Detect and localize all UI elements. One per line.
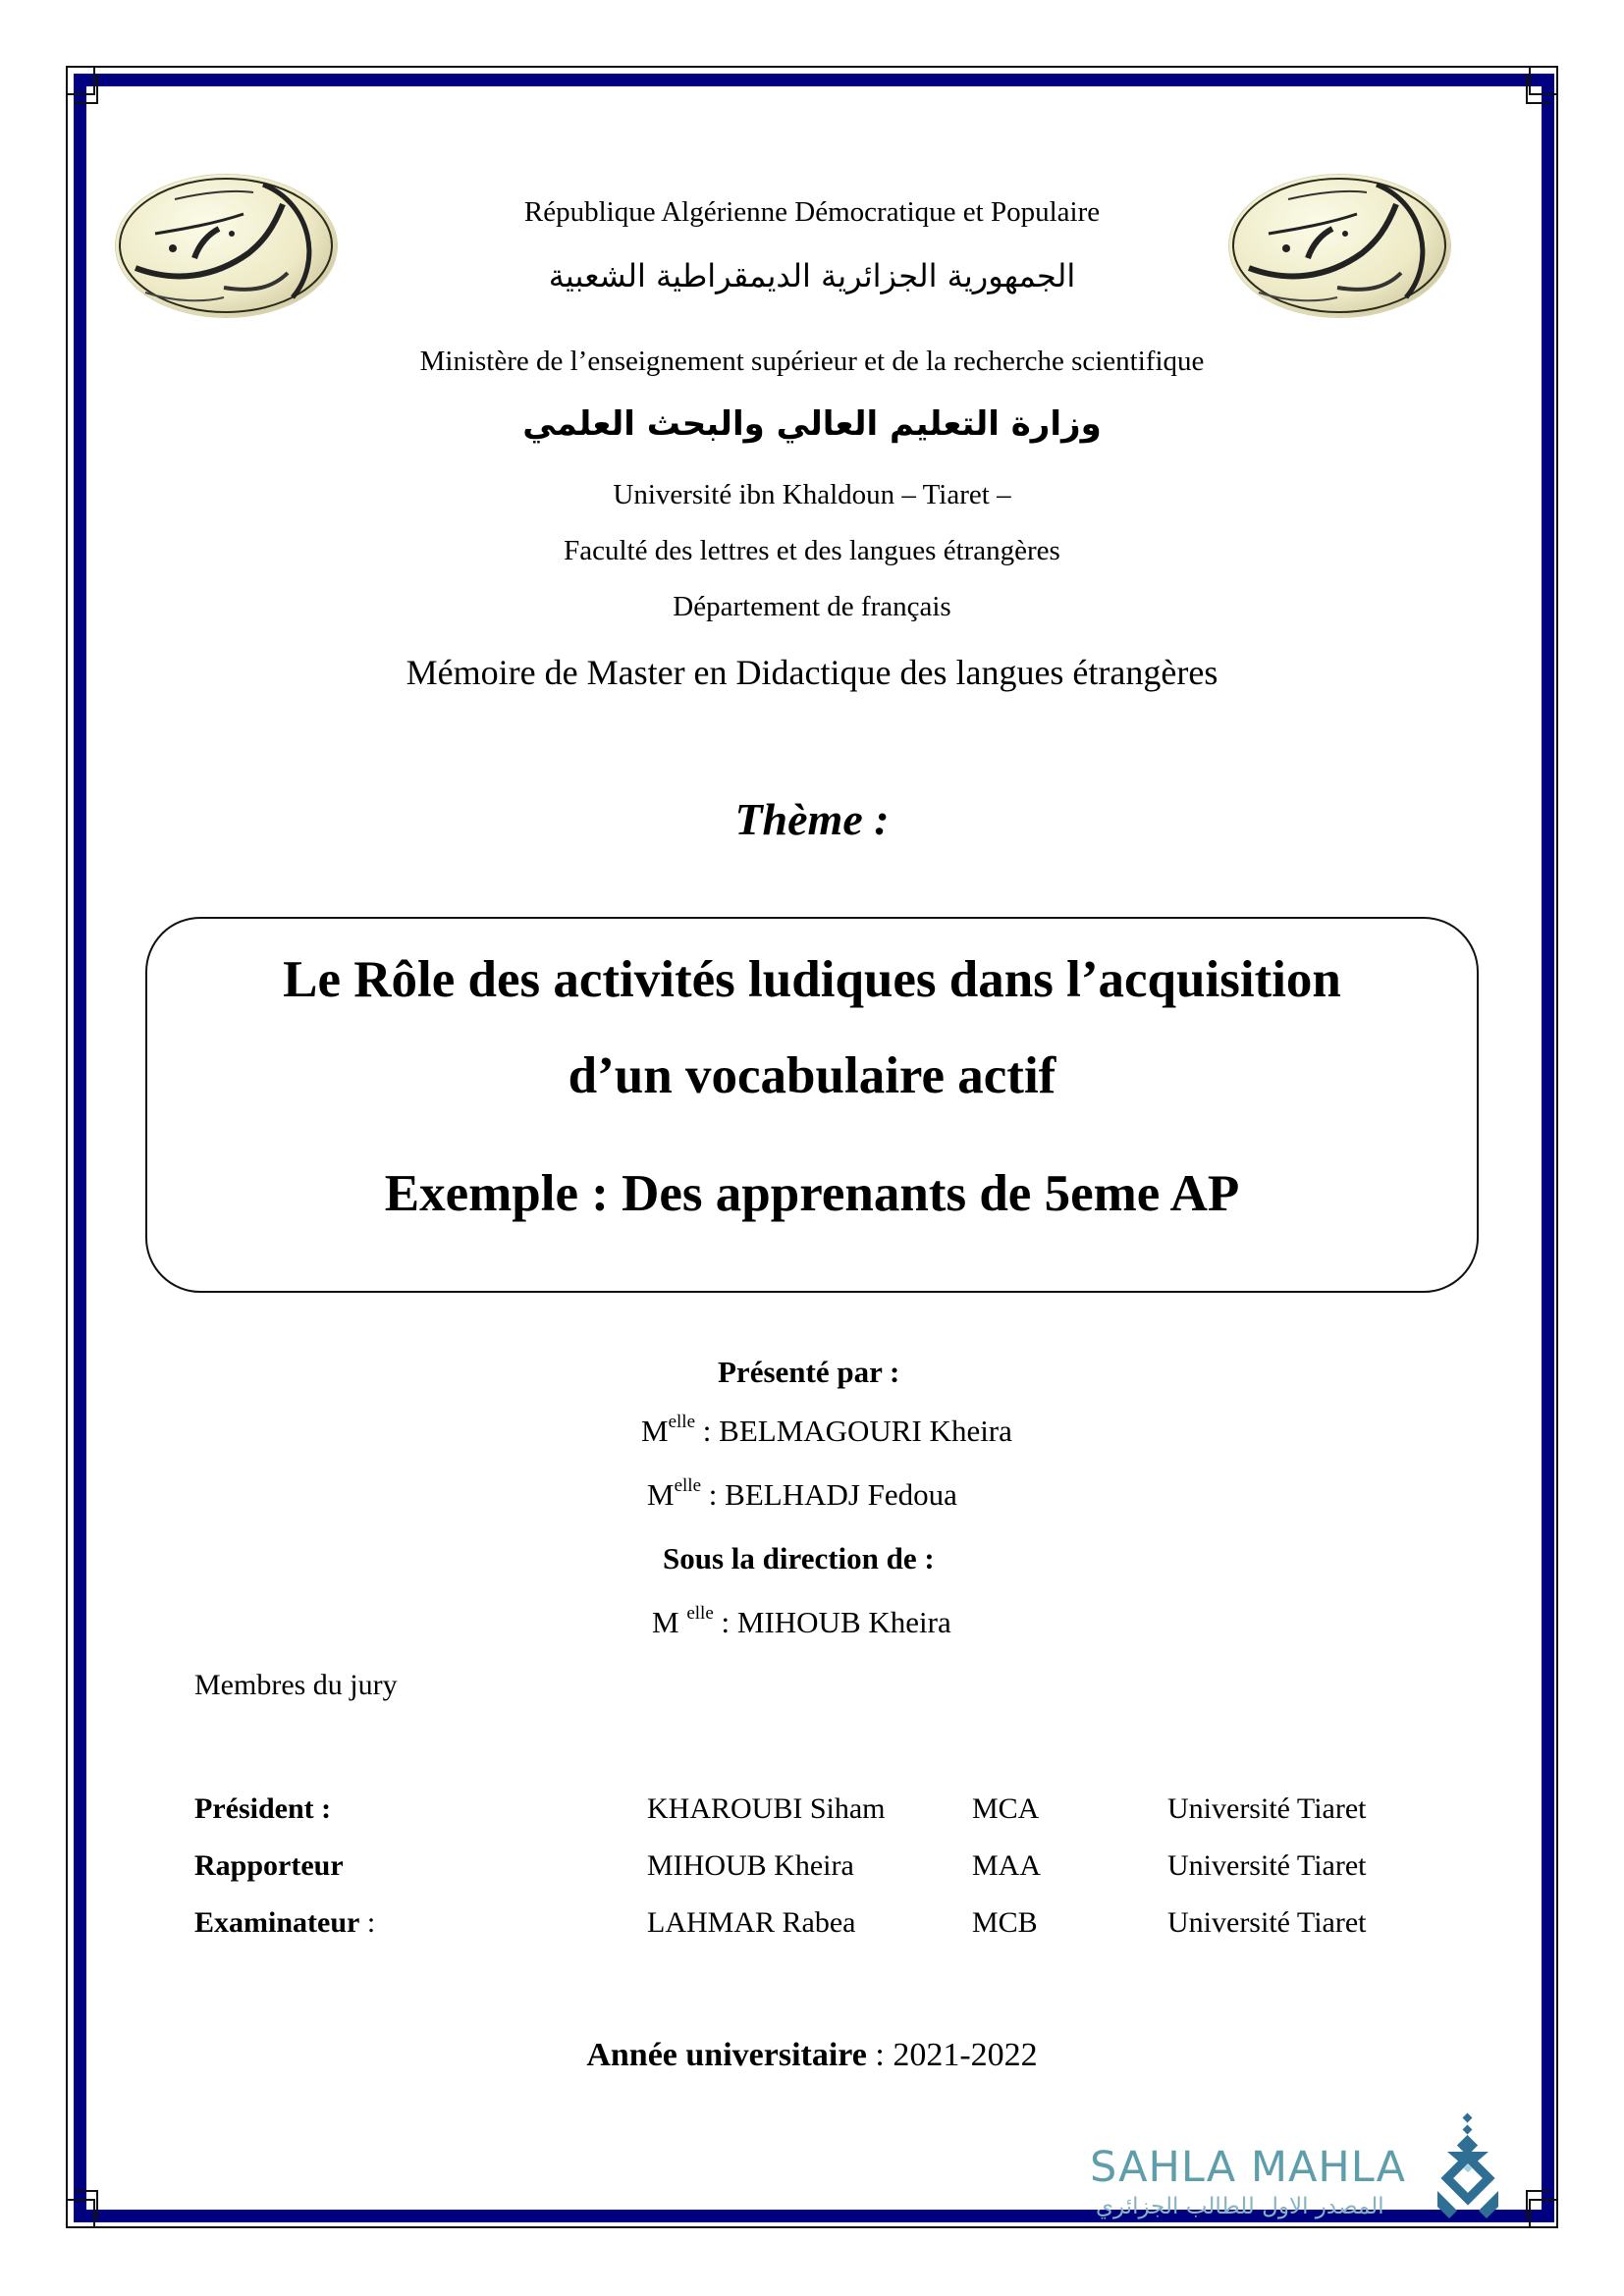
jury-member-name: MIHOUB Kheira (647, 1849, 854, 1882)
supervision-label: Sous la direction de : (663, 1541, 935, 1575)
jury-member-grade: MCA (972, 1792, 1040, 1825)
jury-row (194, 1792, 1471, 1832)
sahla-mahla-emblem-icon (1435, 2112, 1500, 2220)
degree-title: Mémoire de Master en Didactique des langues étrangères (406, 653, 1218, 692)
jury-role: Examinateur : (194, 1906, 376, 1939)
supervisor-name: MIHOUB Kheira (736, 1605, 951, 1639)
theme-label: Thème : (734, 794, 890, 844)
jury-role: Rapporteur (194, 1849, 344, 1882)
ministry-name-fr: Ministère de l’enseignement supérieur et de la recherche scientifique (419, 346, 1205, 377)
border-corner-ornament (75, 75, 98, 104)
border-corner-ornament (1526, 2190, 1549, 2219)
jury-member-institution: Université Tiaret (1167, 1849, 1367, 1882)
republic-name-fr: République Algérienne Démocratique et Populaire (523, 196, 1101, 228)
border-corner-ornament (1526, 75, 1549, 104)
watermark-brand: SAHLA MAHLA (1090, 2143, 1407, 2192)
student-title: M (641, 1414, 669, 1448)
student-title-sup: elle (674, 1475, 702, 1496)
thesis-title-line-2: d’un vocabulaire actif (568, 1047, 1056, 1104)
department-name: Département de français (673, 591, 951, 622)
student-2: $M^{elle}$ : BELHADJ Fedoua (647, 1475, 957, 1512)
student-title: M (647, 1477, 675, 1512)
thesis-title-box (145, 917, 1479, 1293)
republic-name-ar: الجمهورية الجزائرية الديمقراطية الشعبية (548, 257, 1076, 294)
thesis-title-line-1: Le Rôle des activités ludiques dans l’acquisition (283, 951, 1341, 1008)
supervisor-title-sup: elle (686, 1603, 714, 1624)
student-1: $M^{elle}$ : BELMAGOURI Kheira (641, 1412, 1012, 1448)
sahla-mahla-watermark (1090, 2140, 1483, 2228)
jury-row (194, 1849, 1471, 1889)
jury-member-institution: Université Tiaret (1167, 1906, 1367, 1939)
border-corner-ornament (75, 2190, 98, 2219)
university-name: Université ibn Khaldoun – Tiaret – (613, 479, 1011, 510)
student-name: BELHADJ Fedoua (725, 1477, 957, 1512)
academic-year: Année universitaire : 2021-2022 (586, 2037, 1038, 2073)
jury-caption: Membres du jury (194, 1669, 398, 1701)
jury-member-grade: MAA (972, 1849, 1042, 1882)
ministry-name-ar: وزارة التعليم العالي والبحث العلمي (522, 404, 1102, 444)
jury-member-grade: MCB (972, 1906, 1038, 1939)
thesis-subtitle: Exemple : Des apprenants de 5eme AP (384, 1165, 1240, 1222)
student-title-sup: elle (668, 1412, 696, 1432)
faculty-name: Faculté des lettres et des langues étrangères (564, 535, 1060, 566)
jury-member-institution: Université Tiaret (1167, 1792, 1367, 1825)
jury-member-name: LAHMAR Rabea (647, 1906, 856, 1939)
presented-by-label: Présenté par : (718, 1355, 900, 1389)
watermark-tagline: المصدر الاول للطالب الجزائري (1096, 2194, 1384, 2219)
supervisor: M $^{elle}$ : MIHOUB Kheira (652, 1603, 951, 1639)
jury-role: Président : (194, 1792, 332, 1825)
student-name: BELMAGOURI Kheira (719, 1414, 1012, 1448)
academic-year-label: Année universitaire (586, 2037, 867, 2073)
jury-row (194, 1906, 1471, 1946)
academic-year-value: 2021-2022 (893, 2037, 1038, 2073)
jury-member-name: KHAROUBI Siham (647, 1792, 886, 1825)
supervisor-title: M (652, 1605, 687, 1639)
